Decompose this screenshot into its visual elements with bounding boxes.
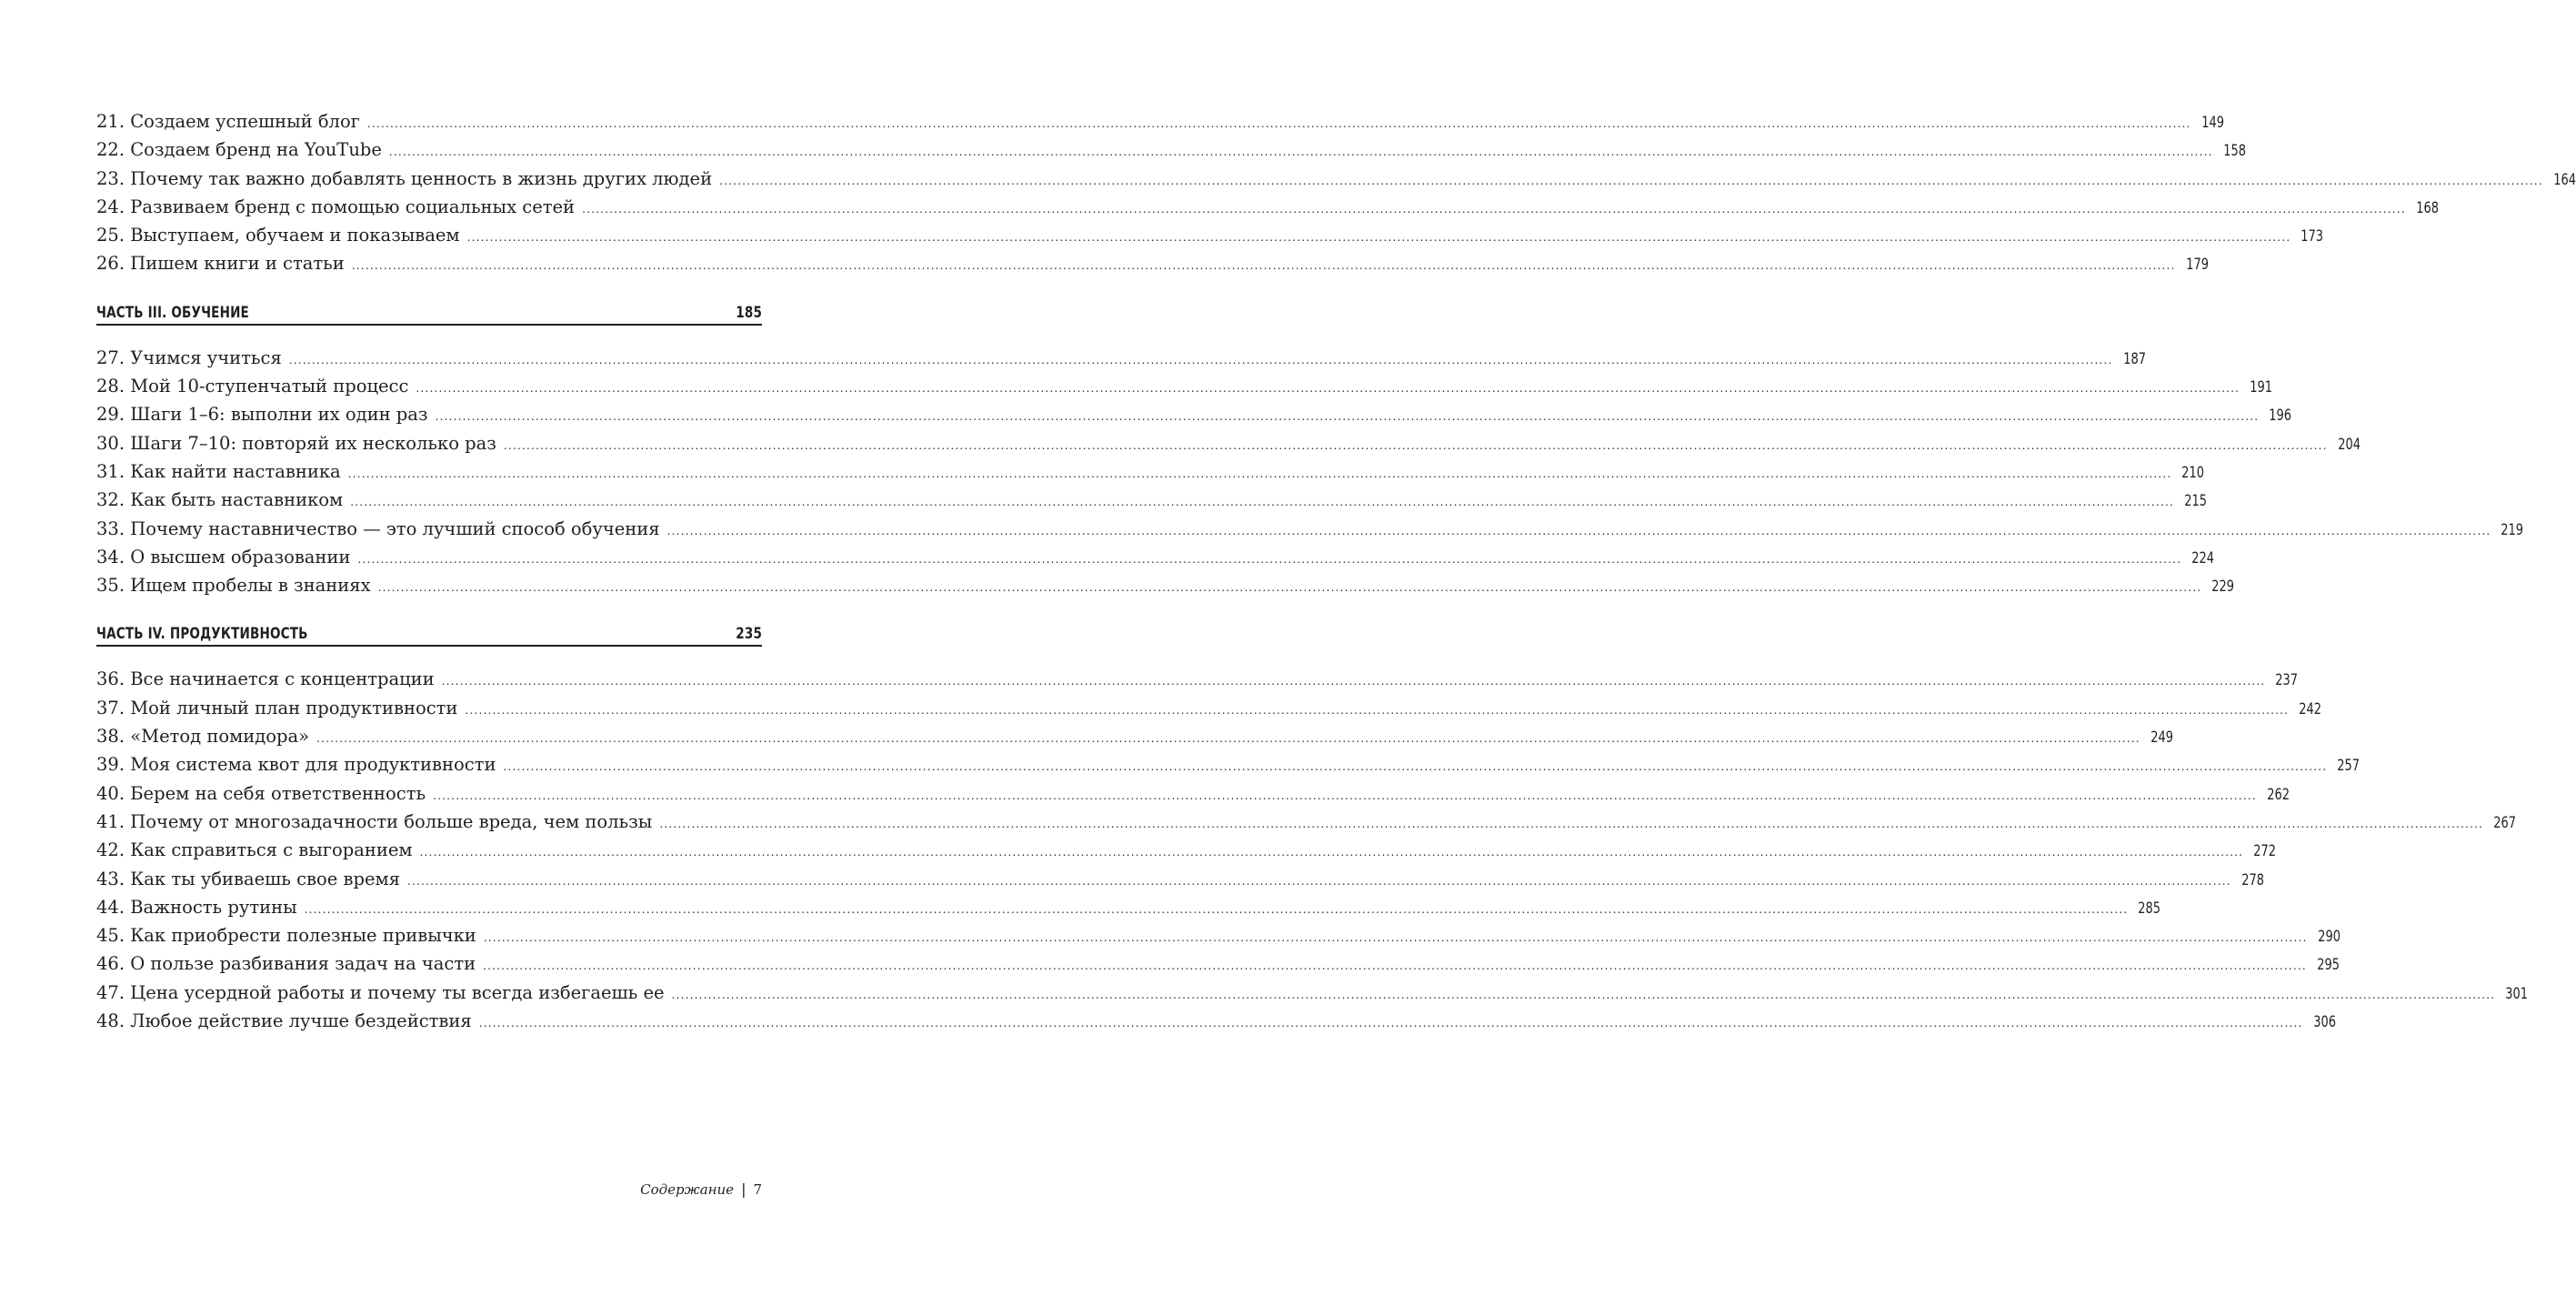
entry-page-number: 187 xyxy=(2122,349,2146,368)
toc-entry xyxy=(96,722,2173,750)
toc-entry xyxy=(96,865,2264,893)
entry-page-number: 168 xyxy=(2416,198,2439,217)
entry-title: 41. Почему от многозадачности больше вреда, чем пользы xyxy=(96,810,653,832)
entry-page-number: 219 xyxy=(2501,520,2524,539)
section-list-4 xyxy=(96,665,2529,1035)
entry-title: 33. Почему наставничество — это лучший способ обучения xyxy=(96,517,660,539)
entry-page-number: 158 xyxy=(2222,142,2246,161)
entry-page-number: 149 xyxy=(2200,114,2224,132)
toc-entry xyxy=(96,400,2292,428)
entry-page-number: 224 xyxy=(2191,548,2215,568)
toc-entry xyxy=(96,1007,2336,1035)
part-header-3 xyxy=(96,291,762,326)
entry-page-number: 164 xyxy=(2553,170,2576,189)
dot-leader: ................................................................................................................................................................................................................................................................................................................................................................................................................ xyxy=(304,902,2129,916)
toc-entry xyxy=(96,543,2215,571)
entry-title: 45. Как приобрести полезные привычки xyxy=(96,925,476,947)
table-of-contents xyxy=(96,107,2576,1035)
entry-title: 47. Цена усердной работы и почему ты всегда избегаешь ее xyxy=(96,981,665,1003)
part-page-number: 235 xyxy=(736,625,762,643)
dot-leader: ................................................................................................................................................................................................................................................................................................................................................................................................................ xyxy=(347,467,2172,480)
entry-page-number: 262 xyxy=(2267,785,2290,804)
dot-leader: ................................................................................................................................................................................................................................................................................................................................................................................................................ xyxy=(388,146,2213,159)
dot-leader: ................................................................................................................................................................................................................................................................................................................................................................................................................ xyxy=(659,817,2484,830)
dot-leader: ................................................................................................................................................................................................................................................................................................................................................................................................................ xyxy=(503,438,2328,452)
entry-title: 29. Шаги 1–6: выполни их один раз xyxy=(96,404,428,426)
entry-page-number: 295 xyxy=(2317,956,2340,975)
toc-entry xyxy=(96,457,2205,486)
entry-title: 22. Создаем бренд на YouTube xyxy=(96,139,382,161)
entry-page-number: 215 xyxy=(2184,492,2207,511)
entry-page-number: 285 xyxy=(2138,899,2161,918)
entry-title: 35. Ищем пробелы в знаниях xyxy=(96,575,371,597)
dot-leader: ................................................................................................................................................................................................................................................................................................................................................................................................................ xyxy=(416,382,2240,396)
part-title: ЧАСТЬ IV. ПРОДУКТИВНОСТЬ xyxy=(96,625,308,643)
entry-title: 46. О пользе разбивания задач на части xyxy=(96,953,476,975)
entry-page-number: 306 xyxy=(2312,1013,2336,1032)
dot-leader: ................................................................................................................................................................................................................................................................................................................................................................................................................ xyxy=(316,732,2140,746)
entry-title: 44. Важность рутины xyxy=(96,896,297,918)
toc-entry xyxy=(96,372,2273,400)
entry-page-number: 257 xyxy=(2337,757,2360,776)
dot-leader: ................................................................................................................................................................................................................................................................................................................................................................................................................ xyxy=(582,202,2406,216)
toc-entry xyxy=(96,949,2340,978)
entry-title: 36. Все начинается с концентрации xyxy=(96,668,435,690)
dot-leader: ................................................................................................................................................................................................................................................................................................................................................................................................................ xyxy=(350,496,2174,509)
part-page-number: 185 xyxy=(736,303,762,321)
entry-page-number: 242 xyxy=(2299,699,2322,718)
entry-title: 37. Мой личный план продуктивности xyxy=(96,697,458,718)
entry-page-number: 229 xyxy=(2211,578,2235,597)
entry-title: 32. Как быть наставником xyxy=(96,489,344,511)
toc-entry xyxy=(96,249,2209,277)
dot-leader: ................................................................................................................................................................................................................................................................................................................................................................................................................ xyxy=(478,1017,2303,1030)
toc-entry xyxy=(96,486,2207,514)
dot-leader: ................................................................................................................................................................................................................................................................................................................................................................................................................ xyxy=(719,174,2543,187)
entry-title: 28. Мой 10-ступенчатый процесс xyxy=(96,376,409,397)
dot-leader: ................................................................................................................................................................................................................................................................................................................................................................................................................ xyxy=(483,959,2307,973)
toc-entry xyxy=(96,979,2529,1007)
dot-leader: ................................................................................................................................................................................................................................................................................................................................................................................................................ xyxy=(357,552,2182,566)
toc-entry xyxy=(96,515,2524,543)
toc-entry xyxy=(96,571,2235,599)
section-list-3 xyxy=(96,344,2524,600)
toc-entry xyxy=(96,165,2576,193)
dot-leader: ................................................................................................................................................................................................................................................................................................................................................................................................................ xyxy=(465,703,2290,717)
dot-leader: ................................................................................................................................................................................................................................................................................................................................................................................................................ xyxy=(667,524,2491,537)
toc-entry xyxy=(96,221,2324,249)
footer-separator: | xyxy=(741,1180,747,1198)
entry-title: 30. Шаги 7–10: повторяй их несколько раз xyxy=(96,432,496,454)
entry-title: 25. Выступаем, обучаем и показываем xyxy=(96,225,460,246)
entry-title: 27. Учимся учиться xyxy=(96,347,282,368)
toc-entry xyxy=(96,107,2224,136)
toc-entry xyxy=(96,429,2360,457)
part-header-4 xyxy=(96,612,762,647)
dot-leader: ................................................................................................................................................................................................................................................................................................................................................................................................................ xyxy=(366,117,2191,130)
part-title: ЧАСТЬ III. ОБУЧЕНИЕ xyxy=(96,303,249,321)
dot-leader: ................................................................................................................................................................................................................................................................................................................................................................................................................ xyxy=(435,410,2260,424)
entry-title: 43. Как ты убиваешь свое время xyxy=(96,868,400,889)
dot-leader: ................................................................................................................................................................................................................................................................................................................................................................................................................ xyxy=(483,931,2308,945)
entry-page-number: 204 xyxy=(2337,435,2360,454)
dot-leader: ................................................................................................................................................................................................................................................................................................................................................................................................................ xyxy=(466,231,2291,245)
entry-page-number: 301 xyxy=(2505,984,2529,1003)
toc-entry xyxy=(96,694,2322,722)
toc-entry xyxy=(96,136,2246,164)
dot-leader: ................................................................................................................................................................................................................................................................................................................................................................................................................ xyxy=(441,675,2266,688)
toc-entry xyxy=(96,665,2299,693)
entry-page-number: 267 xyxy=(2493,813,2517,832)
entry-page-number: 290 xyxy=(2317,928,2340,947)
toc-entry xyxy=(96,893,2161,921)
toc-entry xyxy=(96,808,2517,836)
entry-title: 21. Создаем успешный блог xyxy=(96,111,360,132)
entry-page-number: 210 xyxy=(2181,463,2205,482)
dot-leader: ................................................................................................................................................................................................................................................................................................................................................................................................................ xyxy=(433,789,2257,802)
entry-page-number: 278 xyxy=(2240,870,2264,889)
entry-title: 42. Как справиться с выгоранием xyxy=(96,839,413,861)
footer-page-number: 7 xyxy=(753,1180,762,1198)
toc-entry xyxy=(96,779,2290,808)
dot-leader: ................................................................................................................................................................................................................................................................................................................................................................................................................ xyxy=(351,259,2176,273)
entry-title: 23. Почему так важно добавлять ценность в жизнь других людей xyxy=(96,167,713,189)
entry-page-number: 173 xyxy=(2300,227,2324,246)
dot-leader: ................................................................................................................................................................................................................................................................................................................................................................................................................ xyxy=(671,988,2496,1001)
entry-title: 39. Моя система квот для продуктивности xyxy=(96,754,496,776)
dot-leader: ................................................................................................................................................................................................................................................................................................................................................................................................................ xyxy=(288,353,2113,367)
entry-page-number: 191 xyxy=(2250,378,2273,397)
entry-page-number: 249 xyxy=(2150,728,2173,748)
entry-title: 24. Развиваем бренд с помощью социальных сетей xyxy=(96,196,576,217)
entry-title: 40. Берем на себя ответственность xyxy=(96,782,426,804)
entry-title: 31. Как найти наставника xyxy=(96,460,341,482)
toc-entry xyxy=(96,344,2146,372)
toc-entry xyxy=(96,750,2360,779)
toc-entry xyxy=(96,921,2340,949)
entry-page-number: 179 xyxy=(2185,256,2209,275)
entry-page-number: 196 xyxy=(2269,407,2292,426)
entry-page-number: 237 xyxy=(2275,671,2299,690)
toc-entry xyxy=(96,836,2277,864)
toc-entry xyxy=(96,193,2439,221)
dot-leader: ................................................................................................................................................................................................................................................................................................................................................................................................................ xyxy=(503,760,2328,774)
dot-leader: ................................................................................................................................................................................................................................................................................................................................................................................................................ xyxy=(419,846,2244,859)
entry-title: 34. О высшем образовании xyxy=(96,546,351,568)
entry-page-number: 272 xyxy=(2253,842,2277,861)
footer-section-label: Содержание xyxy=(640,1180,735,1198)
entry-title: 26. Пишем книги и статьи xyxy=(96,253,345,275)
entry-title: 38. «Метод помидора» xyxy=(96,726,310,748)
dot-leader: ................................................................................................................................................................................................................................................................................................................................................................................................................ xyxy=(377,581,2202,595)
section-list-1 xyxy=(96,107,2576,278)
dot-leader: ................................................................................................................................................................................................................................................................................................................................................................................................................ xyxy=(406,874,2231,888)
page-footer xyxy=(640,1180,762,1198)
entry-title: 48. Любое действие лучше бездействия xyxy=(96,1010,472,1032)
